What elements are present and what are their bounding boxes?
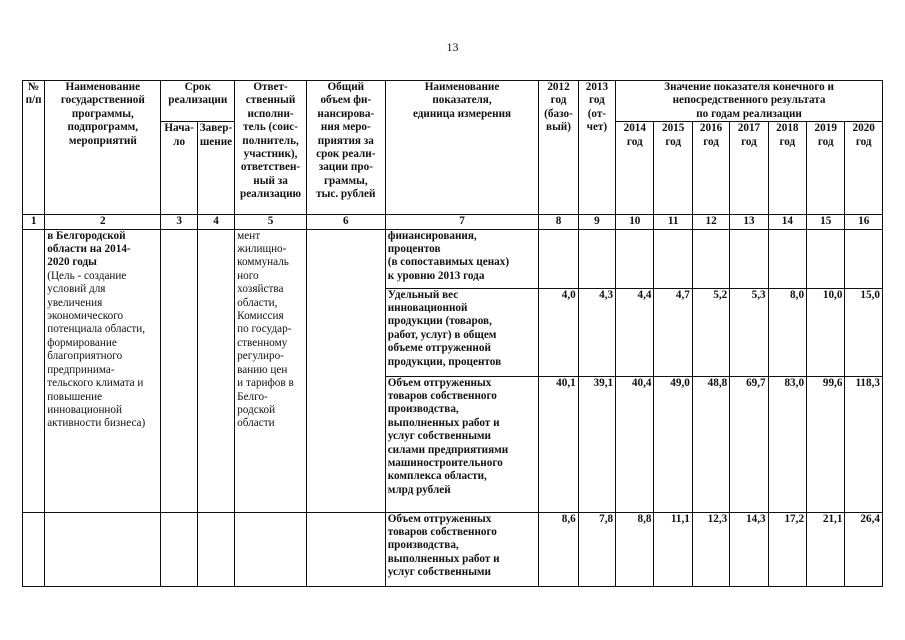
header-start: Нача- ло	[161, 122, 197, 215]
header-year-2014: 2014 год	[616, 122, 654, 215]
cell-start-d	[161, 512, 197, 586]
indicator-1-value-2016	[692, 229, 729, 288]
col-number-3: 3	[161, 215, 197, 229]
header-financing: Общий объем фи- нансирова- ния меро- приятия за срок реали- зации про- граммы, тыс. рублей	[306, 81, 385, 215]
cell-financing	[306, 229, 385, 512]
header-values: Значение показателя конечного и непосредственного результата по годам реализации	[616, 81, 883, 122]
indicator-1-value-2020	[845, 229, 883, 288]
indicator-4-value-2019: 21,1	[807, 512, 845, 586]
indicator-4-value-2018: 17,2	[768, 512, 806, 586]
col-number-7: 7	[385, 215, 539, 229]
col-number-6: 6	[306, 215, 385, 229]
header-year-2016: 2016 год	[692, 122, 729, 215]
indicator-name-4: Объем отгруженных товаров собственного производства, выполненных работ и услуг собственными	[385, 512, 539, 586]
program-name	[45, 229, 161, 512]
col-number-5: 5	[235, 215, 307, 229]
page-number: 13	[446, 40, 459, 54]
indicator-2-value-2018: 8,0	[768, 288, 806, 376]
indicator-1-value-2018	[768, 229, 806, 288]
indicator-4-value-2012: 8,6	[539, 512, 578, 586]
col-number-15: 15	[807, 215, 845, 229]
header-program-name: Наименование государственной программы, подпрограмм, мероприятий	[45, 81, 161, 215]
header-year-2020: 2020 год	[845, 122, 883, 215]
col-number-10: 10	[616, 215, 654, 229]
header-year-2018: 2018 год	[768, 122, 806, 215]
indicator-2-value-2016: 5,2	[692, 288, 729, 376]
indicator-1-value-2013	[578, 229, 615, 288]
program-name-bold: в Белгородской области на 2014- 2020 годы	[47, 229, 131, 269]
indicator-1-value-2014	[616, 229, 654, 288]
indicator-3-value-2019: 99,6	[807, 376, 845, 512]
col-number-13: 13	[730, 215, 768, 229]
indicator-1-value-2019	[807, 229, 845, 288]
indicator-2-value-2017: 5,3	[730, 288, 768, 376]
indicator-2-value-2020: 15,0	[845, 288, 883, 376]
indicator-1-value-2015	[654, 229, 692, 288]
cell-start	[161, 229, 197, 512]
header-number: № п/п	[23, 81, 45, 215]
header-year-2017: 2017 год	[730, 122, 768, 215]
program-executor: мент жилищно- коммуналь ного хозяйства области, Комиссия по государ- ственному регулиро- ванию цен и тарифов в Белго- родской области	[235, 229, 307, 512]
cell-number	[23, 229, 45, 512]
indicator-4-value-2016: 12,3	[692, 512, 729, 586]
header-end: Завер- шение	[197, 122, 234, 215]
header-2013: 2013 год (от- чет)	[578, 81, 615, 215]
indicator-4-value-2020: 26,4	[845, 512, 883, 586]
indicator-3-value-2020: 118,3	[845, 376, 883, 512]
indicator-name-1: финансирования, процентов (в сопоставимых ценах) к уровню 2013 года	[385, 229, 539, 288]
cell-program-d	[45, 512, 161, 586]
col-number-4: 4	[197, 215, 234, 229]
header-term: Срок реализации	[161, 81, 235, 122]
indicator-4-value-2015: 11,1	[654, 512, 692, 586]
header-indicator: Наименование показателя, единица измерения	[385, 81, 539, 215]
col-number-9: 9	[578, 215, 615, 229]
cell-executor-d	[235, 512, 307, 586]
col-number-2: 2	[45, 215, 161, 229]
indicator-2-value-2014: 4,4	[616, 288, 654, 376]
indicator-name-3: Объем отгруженных товаров собственного производства, выполненных работ и услуг собственными силами предприятиями машиностроительного комплекса области, млрд рублей	[385, 376, 539, 512]
indicator-4-value-2014: 8,8	[616, 512, 654, 586]
header-2012: 2012 год (базо- вый)	[539, 81, 578, 215]
indicator-4-value-2017: 14,3	[730, 512, 768, 586]
program-goal: (Цель - создание условий для увеличения экономического потенциала области, формирование благоприятного предпринима- тельского климата и повышение инновационной активности бизнеса)	[47, 269, 146, 430]
cell-number-d	[23, 512, 45, 586]
col-number-11: 11	[654, 215, 692, 229]
indicator-1-value-2012	[539, 229, 578, 288]
header-year-2019: 2019 год	[807, 122, 845, 215]
col-number-12: 12	[692, 215, 729, 229]
indicator-3-value-2016: 48,8	[692, 376, 729, 512]
col-number-8: 8	[539, 215, 578, 229]
indicator-3-value-2018: 83,0	[768, 376, 806, 512]
indicator-4-value-2013: 7,8	[578, 512, 615, 586]
col-number-16: 16	[845, 215, 883, 229]
indicator-3-value-2014: 40,4	[616, 376, 654, 512]
indicator-name-2: Удельный вес инновационной продукции (товаров, работ, услуг) в общем объеме отгруженной продукции, процентов	[385, 288, 539, 376]
cell-end	[197, 229, 234, 512]
indicator-2-value-2015: 4,7	[654, 288, 692, 376]
header-year-2015: 2015 год	[654, 122, 692, 215]
col-number-14: 14	[768, 215, 806, 229]
indicator-2-value-2013: 4,3	[578, 288, 615, 376]
indicator-1-value-2017	[730, 229, 768, 288]
cell-end-d	[197, 512, 234, 586]
indicator-2-value-2019: 10,0	[807, 288, 845, 376]
indicator-3-value-2015: 49,0	[654, 376, 692, 512]
col-number-1: 1	[23, 215, 45, 229]
indicator-3-value-2012: 40,1	[539, 376, 578, 512]
indicator-2-value-2012: 4,0	[539, 288, 578, 376]
program-indicators-table	[22, 80, 883, 587]
indicator-3-value-2013: 39,1	[578, 376, 615, 512]
header-executor: Ответ- ственный исполни- тель (соис- полнитель, участник), ответствен- ный за реализацию	[235, 81, 307, 215]
cell-financing-d	[306, 512, 385, 586]
indicator-3-value-2017: 69,7	[730, 376, 768, 512]
